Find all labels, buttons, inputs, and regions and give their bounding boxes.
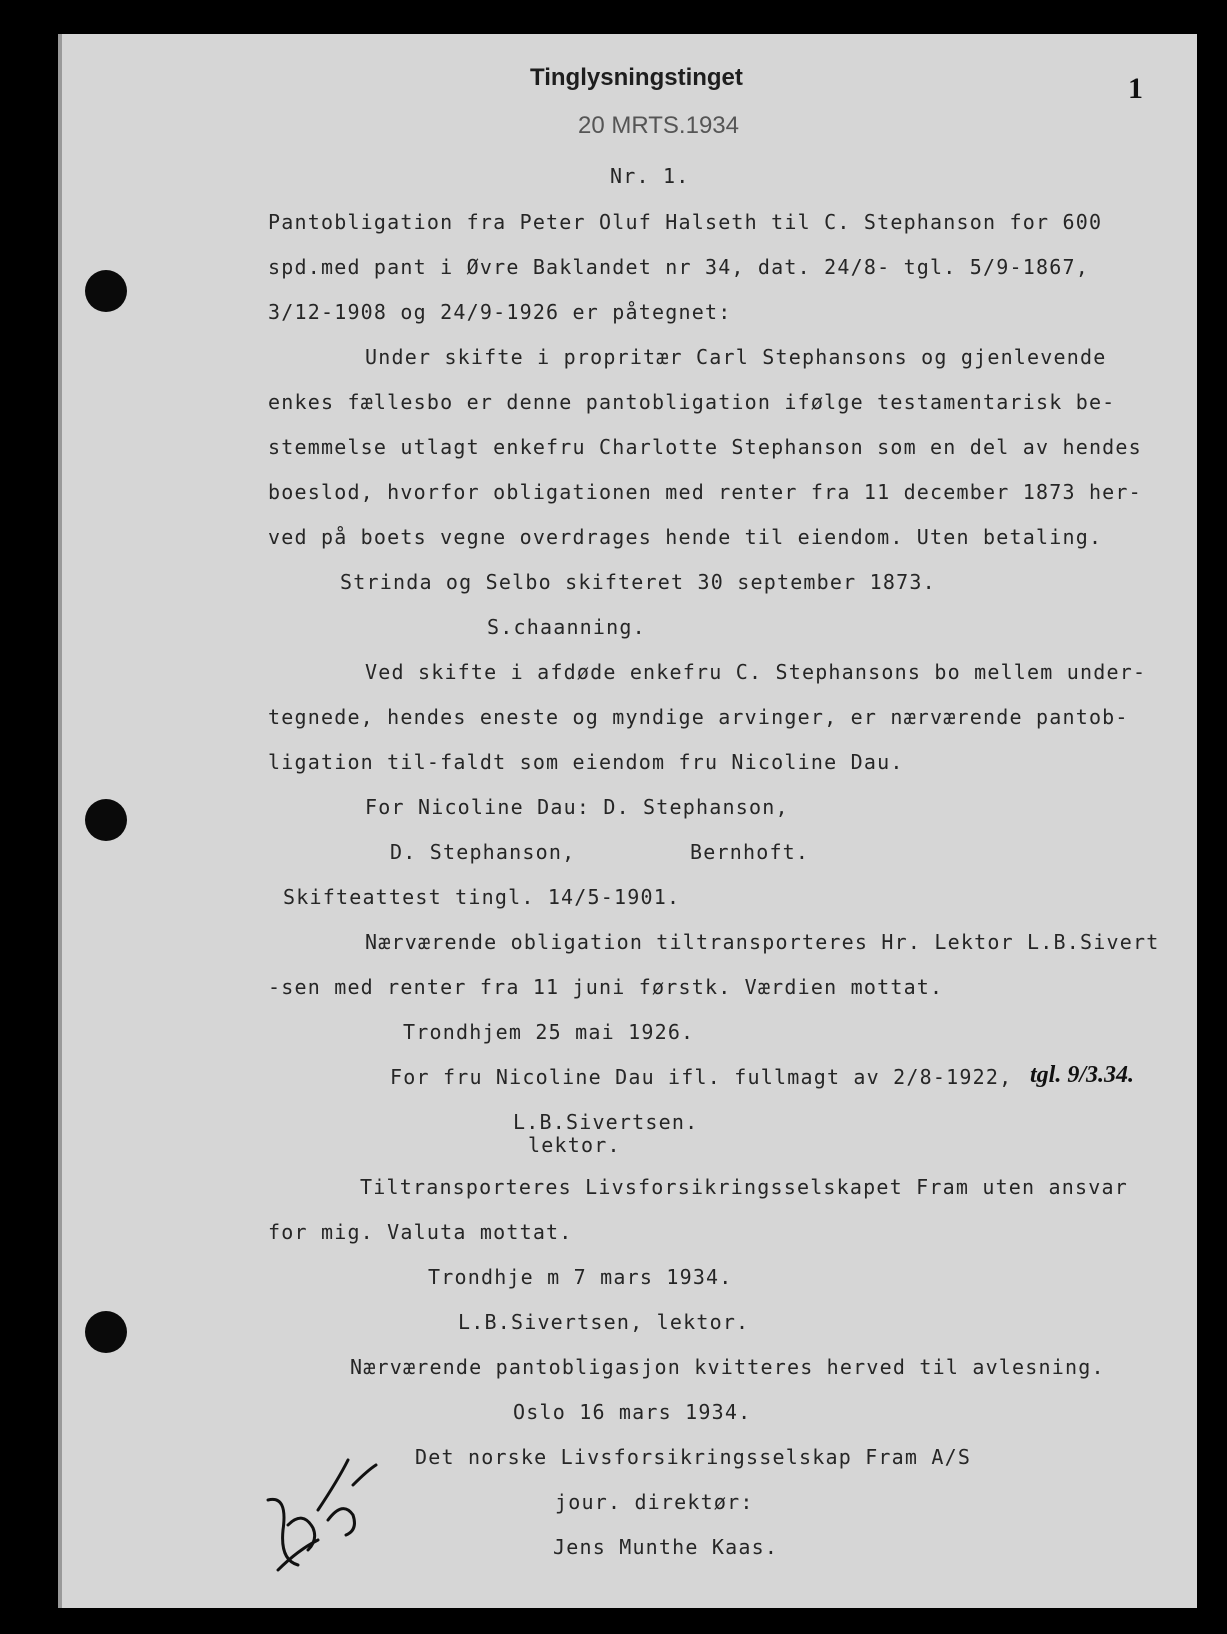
handwritten-annotation: tgl. 9/3.34. [1030,1062,1135,1088]
text-line: Nærværende obligation tiltransporteres Hr. Lektor L.B.Sivert [365,930,1160,954]
text-line: Trondhjem 25 mai 1926. [403,1020,695,1044]
signature-line: lektor. [528,1133,621,1157]
signature-line: Jens Munthe Kaas. [553,1535,779,1559]
text-line: Pantobligation fra Peter Oluf Halseth til C. Stephanson for 600 [268,210,1103,234]
stamp-date: 20 MRTS.1934 [578,112,739,139]
text-line: Det norske Livsforsikringsselskap Fram A/S [415,1445,972,1469]
punch-hole [85,1311,127,1353]
text-line: 3/12-1908 og 24/9-1926 er påtegnet: [268,300,732,324]
page-number: 1 [1128,72,1143,105]
text-line: ved på boets vegne overdrages hende til eiendom. Uten betaling. [268,525,1103,549]
text-line: tegnede, hendes eneste og myndige arvinger, er nærværende pantob- [268,705,1129,729]
text-line: enkes fællesbo er denne pantobligation ifølge testamentarisk be- [268,390,1116,414]
registry-stamp: Tinglysningstinget [530,64,743,91]
text-line: boeslod, hvorfor obligationen med renter fra 11 december 1873 her- [268,480,1142,504]
signature-line: S.chaanning. [487,615,646,639]
text-line: Nærværende pantobligasjon kvitteres herved til avlesning. [350,1355,1105,1379]
handwritten-signature [258,1440,388,1580]
text-line: Tiltransporteres Livsforsikringsselskapet Fram uten ansvar [360,1175,1128,1199]
text-line: Oslo 16 mars 1934. [513,1400,752,1424]
text-line: -sen med renter fra 11 juni førstk. Værdien mottat. [268,975,944,999]
signature-line: Bernhoft. [690,840,810,864]
text-line: Under skifte i propritær Carl Stephansons og gjenlevende [365,345,1107,369]
text-line: ligation til-faldt som eiendom fru Nicoline Dau. [268,750,904,774]
punch-hole [85,270,127,312]
text-line: stemmelse utlagt enkefru Charlotte Stephanson som en del av hendes [268,435,1142,459]
text-line: spd.med pant i Øvre Baklandet nr 34, dat. 24/8- tgl. 5/9-1867, [268,255,1089,279]
signature-line: D. Stephanson, [390,840,576,864]
text-line: for mig. Valuta mottat. [268,1220,573,1244]
entry-title: Nr. 1. [610,164,690,188]
signature-line: L.B.Sivertsen. [513,1110,699,1134]
text-line: Ved skifte i afdøde enkefru C. Stephansons bo mellem under- [365,660,1147,684]
signature-line: jour. direktør: [555,1490,754,1514]
text-line: For Nicoline Dau: D. Stephanson, [365,795,789,819]
punch-hole [85,799,127,841]
signature-line: L.B.Sivertsen, lektor. [458,1310,750,1334]
text-line: Trondhje m 7 mars 1934. [428,1265,733,1289]
text-line: For fru Nicoline Dau ifl. fullmagt av 2/8-1922, [390,1065,1013,1089]
text-line: Strinda og Selbo skifteret 30 september 1873. [340,570,936,594]
text-line: Skifteattest tingl. 14/5-1901. [283,885,681,909]
